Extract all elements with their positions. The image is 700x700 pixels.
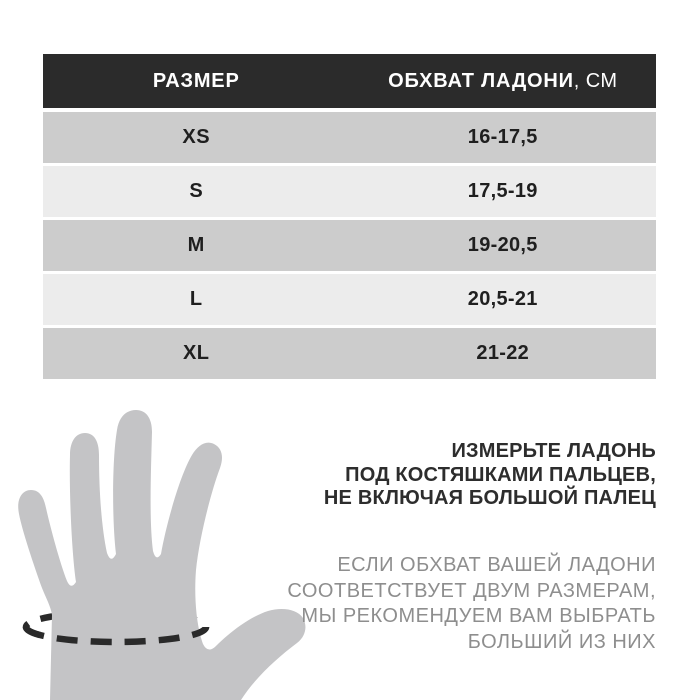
- size-note: [287, 553, 656, 655]
- measure-instruction-line: ПОД КОСТЯШКАМИ ПАЛЬЦЕВ,: [345, 463, 656, 486]
- size-table: [43, 54, 656, 382]
- size-label: XL: [182, 342, 210, 364]
- range-value: 20,5-21: [467, 288, 538, 310]
- table-row-xs: [43, 112, 656, 163]
- header-circumference-label: ОБХВАТ ЛАДОНИ: [388, 69, 574, 92]
- hand-palm-measure-icon: [0, 400, 320, 700]
- range-value: 16-17,5: [467, 126, 538, 148]
- range-value: 19-20,5: [467, 234, 538, 256]
- table-header-row: [43, 54, 656, 108]
- table-row-s: [43, 166, 656, 217]
- measure-instruction-line: НЕ ВКЛЮЧАЯ БОЛЬШОЙ ПАЛЕЦ: [323, 487, 656, 509]
- measure-instruction: [324, 440, 656, 511]
- size-label: S: [189, 180, 204, 202]
- size-note-line: ЕСЛИ ОБХВАТ ВАШЕЙ ЛАДОНИ: [337, 554, 656, 576]
- header-unit-label: , СМ: [573, 69, 618, 92]
- size-note-line: МЫ РЕКОМЕНДУЕМ ВАМ ВЫБРАТЬ: [301, 605, 656, 627]
- header-circumference-column: [350, 54, 657, 108]
- header-size-column: РАЗМЕР: [152, 69, 240, 92]
- hand-silhouette: [18, 410, 305, 700]
- table-row-m: [43, 220, 656, 271]
- size-label: M: [187, 234, 205, 256]
- size-note-line: БОЛЬШИЙ ИЗ НИХ: [467, 630, 656, 653]
- table-row-xl: [43, 328, 656, 379]
- measure-instruction-line: ИЗМЕРЬТЕ ЛАДОНЬ: [451, 440, 656, 462]
- size-label: XS: [182, 126, 211, 148]
- range-value: 17,5-19: [467, 180, 538, 202]
- size-note-line: СООТВЕТСТВУЕТ ДВУМ РАЗМЕРАМ,: [287, 579, 656, 602]
- table-row-l: [43, 274, 656, 325]
- hand-illustration: [0, 400, 320, 700]
- range-value: 21-22: [476, 342, 530, 364]
- size-label: L: [189, 288, 203, 310]
